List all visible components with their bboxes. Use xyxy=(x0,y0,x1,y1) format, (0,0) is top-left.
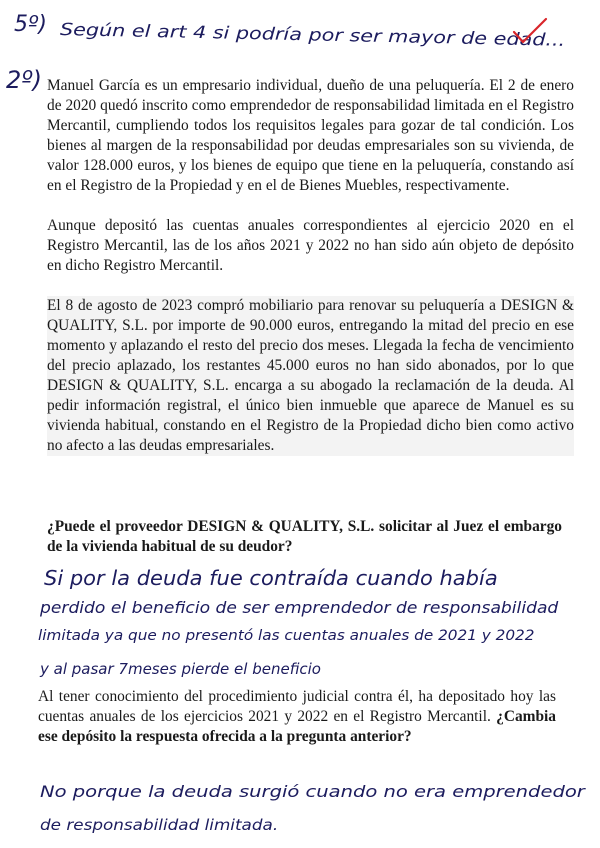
followup-intro: Al tener conocimiento del procedimiento judicial contra él, ha depositado hoy las cuentas anuales de los ejercicios 2021 y 2022 en el Registro Mercantil. xyxy=(38,688,556,725)
case-paragraph-3: El 8 de agosto de 2023 compró mobiliario para renovar su peluquería a DESIGN & QUALITY, S.L. por importe de 90.000 euros, entregando la mitad del precio en ese momento y aplazando el resto del precio dos meses. Llegada la fecha de vencimiento del precio aplazado, los restantes 45.000 euros no han sido abonados, por lo que DESIGN & QUALITY, S.L. encarga a su abogado la reclamación de la deuda. Al pedir información registral, el único bien inmueble que aparece de Manuel es su vivienda habitual, constando en el Registro de la Propiedad dicho bien como activo no afecto a las deudas empresariales. xyxy=(47,297,574,454)
answer-a-line-1: Si por la deuda fue contraída cuando había xyxy=(44,566,498,590)
followup-block xyxy=(38,687,556,747)
question-a: ¿Puede el proveedor DESIGN & QUALITY, S.L. solicitar al Juez el embargo de la vivienda habitual de su deudor? xyxy=(47,518,562,555)
case-text xyxy=(47,76,574,476)
followup-question: ¿Cambia ese depósito la respuesta ofrecida a la pregunta anterior? xyxy=(38,708,556,745)
answer5-text: Según el art 4 si podría por ser mayor de edad... xyxy=(59,20,566,51)
question2-marker: 2º) xyxy=(6,66,42,94)
answer5-number: 5º) xyxy=(14,12,47,37)
answer-a-line-2: perdido el beneficio de ser emprendedor de responsabilidad xyxy=(40,598,559,617)
answer-a-line-3: limitada ya que no presentó las cuentas anuales de 2021 y 2022 xyxy=(38,628,535,644)
answer-b-line-1: No porque la deuda surgió cuando no era emprendedor xyxy=(40,782,585,801)
answer-b-line-2: de responsabilidad limitada. xyxy=(40,816,279,834)
answer-a-line-4: y al pasar 7meses pierde el beneficio xyxy=(40,660,321,678)
case-paragraph-1: Manuel García es un empresario individual, dueño de una peluquería. El 2 de enero de 2020 quedó inscrito como emprendedor de responsabilidad limitada en el Registro Mercantil, cumpliendo todos los requisitos legales para gozar de tal condición. Los bienes al margen de la responsabilidad por deudas empresariales son su vivienda, de valor 128.000 euros, y los bienes de equipo que tiene en la peluquería, constando así en el Registro de la Propiedad y en el de Bienes Muebles, respectivamente. xyxy=(47,77,574,194)
case-paragraph-2: Aunque depositó las cuentas anuales correspondientes al ejercicio 2020 en el Registro Mercantil, las de los años 2021 y 2022 no han sido aún objeto de depósito en dicho Registro Mercantil. xyxy=(47,217,574,274)
checkmark-icon xyxy=(512,16,548,46)
